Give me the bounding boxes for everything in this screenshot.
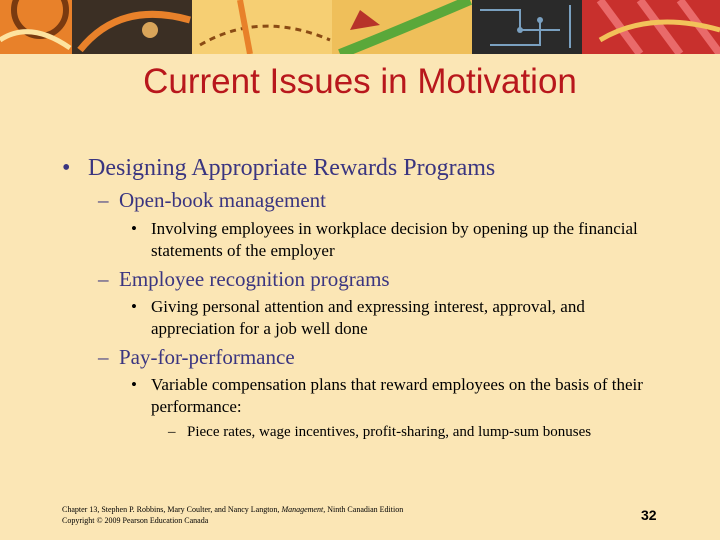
detail-text: Involving employees in workplace decision by opening up the financial statements of the employer	[151, 219, 638, 260]
dash-marker: –	[98, 188, 109, 212]
dash-marker: –	[98, 267, 109, 291]
banner-illustration	[0, 0, 720, 54]
bullet-text: Designing Appropriate Rewards Programs	[88, 155, 496, 181]
subbullet-text: Pay-for-performance	[119, 345, 295, 369]
dash-marker: –	[98, 345, 109, 369]
subbullet-text: Employee recognition programs	[119, 267, 390, 291]
subbullet-text: Open-book management	[119, 188, 327, 212]
footer-book-title: Management	[281, 505, 324, 514]
bullet-marker: •	[131, 219, 137, 238]
footer-citation-suffix: , Ninth Canadian Edition	[323, 505, 404, 514]
dash-marker: –	[168, 424, 176, 440]
detail-text: Giving personal attention and expressing interest, approval, and appreciation for a job well done	[151, 297, 585, 338]
bullet-marker: •	[131, 375, 137, 394]
decorative-banner	[0, 0, 720, 54]
page-number: 32	[641, 507, 657, 523]
bullet-marker: •	[131, 297, 137, 316]
footer-citation	[62, 504, 403, 515]
slide-footer	[62, 504, 403, 526]
slide-title: Current Issues in Motivation	[143, 62, 577, 101]
detail-text: Variable compensation plans that reward employees on the basis of their performance:	[151, 375, 643, 416]
footer-copyright: Copyright © 2009 Pearson Education Canada	[62, 516, 209, 525]
subdetail-text: Piece rates, wage incentives, profit-sharing, and lump-sum bonuses	[187, 424, 592, 440]
footer-citation-prefix: Chapter 13, Stephen P. Robbins, Mary Coulter, and Nancy Langton,	[62, 505, 282, 514]
bullet-marker: •	[62, 155, 71, 181]
